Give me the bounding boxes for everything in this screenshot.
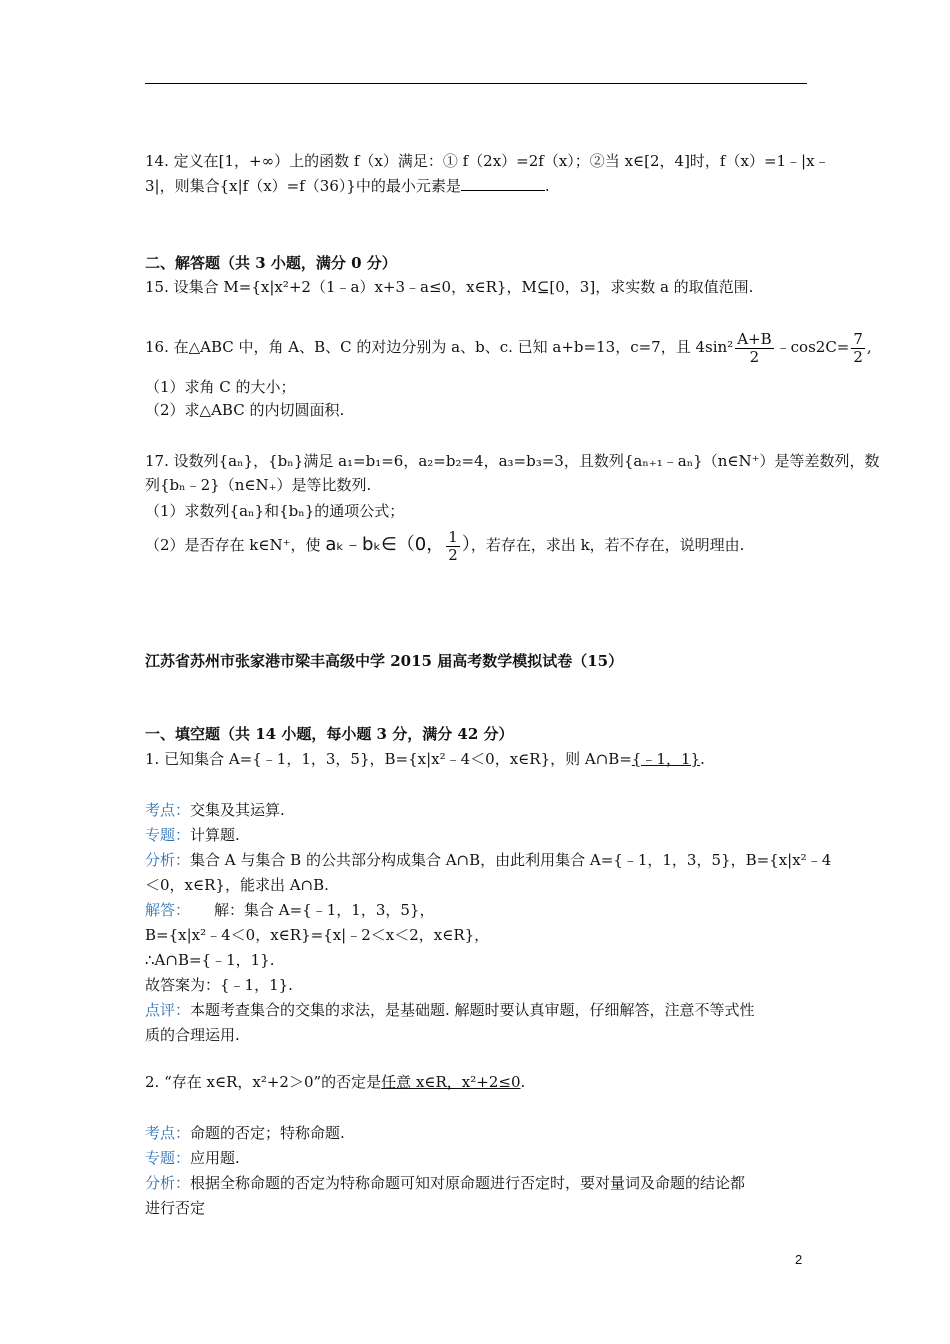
section1-title: 一、填空题（共 14 小题，每小题 3 分，满分 42 分）	[145, 725, 514, 743]
q16-pre: 16. 在△ABC 中，角 A、B、C 的对边分别为 a、b、c. 已知 a+b=13，c=7，且 4sin²	[145, 338, 734, 356]
a1-answer: {﹣1，1}	[631, 750, 701, 768]
q15: 15. 设集合 M={x|x²+2（1﹣a）x+3﹣a≤0，x∈R}，M⊆[0，3]，求实数 a 的取值范围.	[145, 278, 754, 296]
frac-denominator: 2	[853, 347, 863, 366]
a2-question	[145, 1071, 525, 1093]
a2-answer: 任意 x∈R，x²+2≤0	[381, 1073, 521, 1091]
a2-kaodian	[145, 1122, 345, 1144]
page-number: 2	[795, 1252, 803, 1267]
a2-question-pre: 2. “存在 x∈R，x²+2＞0”的否定是	[145, 1073, 382, 1091]
fenxi-text: 根据全称命题的否定为特称命题可知对原命题进行否定时，要对量词及命题的结论都	[190, 1174, 746, 1192]
kaodian-label: 考点：	[145, 801, 191, 819]
a1-question-end: .	[700, 750, 705, 768]
answer-blank	[461, 176, 545, 191]
q17-part1: （1）求数列{aₙ}和{bₙ}的通项公式；	[145, 502, 405, 520]
q17-p2-math: aₖ﹣bₖ∈（0，	[325, 534, 445, 555]
a1-jieda3: ∴A∩B={﹣1，1}.	[145, 951, 275, 969]
q17-line1: 17. 设数列{aₙ}，{bₙ}满足 a₁=b₁=6，a₂=b₂=4，a₃=b₃=3，且数列{aₙ₊₁﹣aₙ}（n∈N⁺）是等差数列，数	[145, 452, 880, 470]
a1-dianping-cont: 质的合理运用.	[145, 1026, 240, 1044]
a2-fenxi	[145, 1172, 745, 1194]
q17-p2-pre: （2）是否存在 k∈N⁺，使	[145, 536, 321, 554]
q16-part1: （1）求角 C 的大小；	[145, 378, 296, 396]
header-rule	[145, 83, 807, 84]
q16-mid: ﹣cos2C=	[775, 338, 850, 356]
q17-p2-math-end: ）	[461, 534, 471, 555]
q17-p2-post: ，若存在，求出 k，若不存在，说明理由.	[470, 536, 745, 554]
jieda-label: 解答：	[145, 901, 191, 919]
jieda-text: 解：集合 A={﹣1，1，3，5}，	[214, 901, 435, 919]
dianping-label: 点评：	[145, 1001, 191, 1019]
q16-fraction-ab-over-2	[735, 331, 773, 366]
a1-jieda2: B={x|x²﹣4＜0，x∈R}={x|﹣2＜x＜2，x∈R}，	[145, 926, 490, 944]
a1-question	[145, 748, 705, 770]
fenxi-text: 集合 A 与集合 B 的公共部分构成集合 A∩B，由此利用集合 A={﹣1，1，3，5}，B={x|x²﹣4	[190, 851, 832, 869]
kaodian-text: 交集及其运算.	[190, 801, 285, 819]
a1-kaodian	[145, 799, 285, 821]
a1-dianping	[145, 999, 755, 1021]
q14-line2-end: .	[544, 177, 550, 195]
a2-question-end: .	[520, 1073, 526, 1091]
a1-fenxi	[145, 849, 831, 871]
q14-line2	[145, 175, 550, 197]
fenxi-label: 分析：	[145, 851, 191, 869]
q16-stem	[145, 328, 872, 366]
exam-title: 江苏省苏州市张家港市梁丰高级中学 2015 届高考数学模拟试卷（15）	[145, 652, 624, 670]
q17-line2: 列{bₙ﹣2}（n∈N₊）是等比数列.	[145, 476, 372, 494]
frac-numerator: A+B	[737, 329, 772, 348]
fenxi-label: 分析：	[145, 1174, 191, 1192]
zhuanti-label: 专题：	[145, 826, 191, 844]
a2-fenxi-cont: 进行否定	[145, 1199, 206, 1217]
frac-denominator: 2	[749, 347, 760, 366]
q17-fraction-1-over-2	[446, 529, 460, 564]
q16-end: ,	[866, 338, 872, 356]
kaodian-label: 考点：	[145, 1124, 191, 1142]
frac-numerator: 7	[853, 329, 863, 348]
a1-jieda	[145, 899, 434, 921]
a1-jieda4: 故答案为：{﹣1，1}.	[145, 976, 293, 994]
a1-question-pre: 1. 已知集合 A={﹣1，1，3，5}，B={x|x²﹣4＜0，x∈R}，则 A∩B=	[145, 750, 632, 768]
q14-line2-text: 3|，则集合{x|f（x）=f（36）}中的最小元素是	[145, 177, 461, 195]
q16-fraction-7-over-2	[851, 331, 865, 366]
a1-fenxi-cont: ＜0，x∈R}，能求出 A∩B.	[145, 876, 329, 894]
q14-line1: 14. 定义在[1，+∞）上的函数 f（x）满足：① f（2x）=2f（x）；②当 x∈[2，4]时，f（x）=1﹣|x﹣	[145, 152, 830, 170]
zhuanti-label: 专题：	[145, 1149, 191, 1167]
section2-title: 二、解答题（共 3 小题，满分 0 分）	[145, 254, 397, 272]
dianping-text: 本题考查集合的交集的求法，是基础题. 解题时要认真审题，仔细解答，注意不等式性	[190, 1001, 755, 1019]
q16-part2: （2）求△ABC 的内切圆面积.	[145, 401, 345, 419]
a2-zhuanti	[145, 1147, 240, 1169]
a1-zhuanti	[145, 824, 240, 846]
q17-part2	[145, 526, 744, 564]
zhuanti-text: 应用题.	[190, 1149, 240, 1167]
frac-denominator: 2	[448, 545, 458, 564]
zhuanti-text: 计算题.	[190, 826, 240, 844]
frac-numerator: 1	[448, 527, 458, 546]
kaodian-text: 命题的否定；特称命题.	[190, 1124, 345, 1142]
